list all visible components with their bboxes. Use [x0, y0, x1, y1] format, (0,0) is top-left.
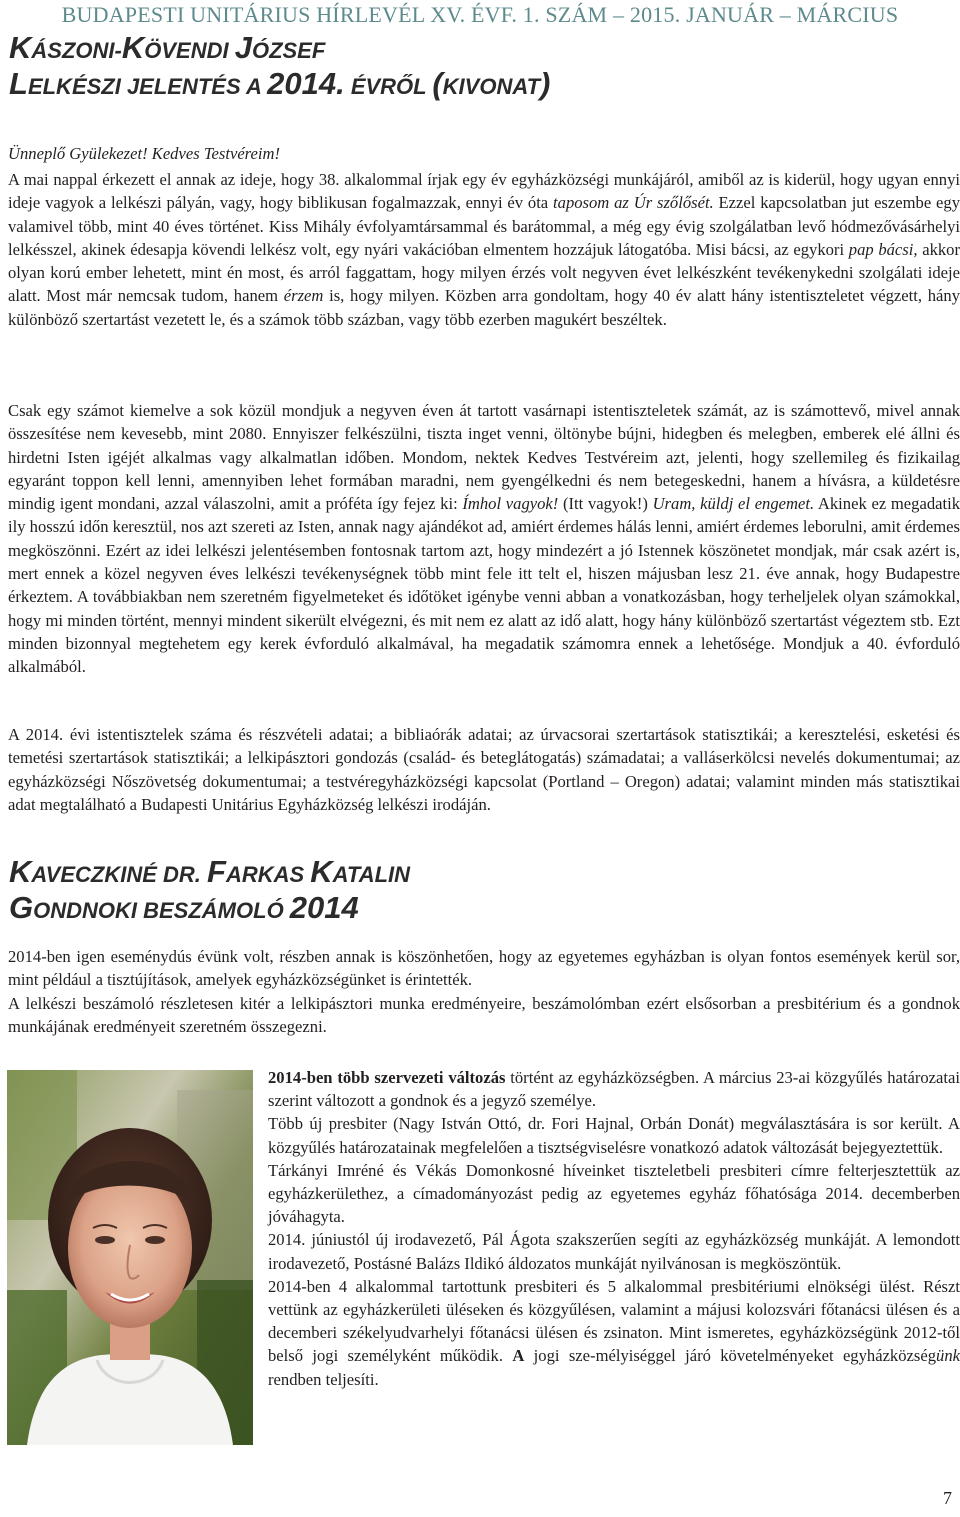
text-run: 2014-ben 4 alkalommal tartottunk presbiteri és 5 alkalommal presbitériumi elnökségi ülést. Részt vettünk az egyházkerületi üléseken és közgyűlésen, valamint a májusi kolozsvári főtanácsi ülésen és a decemberi székelyudvarhelyi főtanácsi ülésen és zsinaton. Mint ismeretes, egyházközségünk 2012-től belső jogi személyként működik. — [268, 1276, 960, 1366]
portrait-photo — [7, 1070, 253, 1445]
article-2-title: GONDNOKI BESZÁMOLÓ 2014 — [9, 890, 359, 925]
text-run: is, hogy milyen. Közben arra gondoltam, hogy 40 év alatt hány istentiszteletet végzett, hány különböző szertartást vezetett le, és a számok több százban, vagy több ezerben magukért beszéltek. — [8, 286, 960, 329]
text-run: jogi sze-mélyiséggel járó követelményeket egyházközség — [524, 1346, 937, 1366]
article-1-heading — [9, 31, 550, 103]
page-number: 7 — [943, 1488, 952, 1508]
text-run: A mai nappal érkezett el annak az ideje, hogy 38. alkalommal írjak egy év egyházközségi munkájáról, amiből az is kiderül, hogy ugyan ennyi ideje vagyok a lelkészi pályán, vagy, hogy biblikusan fogalmazzak, ennyi év óta — [8, 170, 960, 213]
article-2-heading — [9, 855, 410, 927]
article-1-paragraph-1 — [8, 168, 960, 331]
running-header: BUDAPESTI UNITÁRIUS HÍRLEVÉL XV. ÉVF. 1. SZÁM – 2015. JANUÁR – MÁRCIUS — [61, 2, 899, 27]
bold-run: A — [512, 1346, 525, 1366]
greeting: Ünneplő Gyülekezet! Kedves Testvéreim! — [8, 144, 281, 163]
text-run: 2014. júniustól új irodavezető, Pál Ágota szakszerűen segíti az egyházközség munkáját. A lemondott irodavezető, Postásné Balázs Ildikó áldozatos munkáját nyilvánosan is megköszöntük. — [268, 1230, 960, 1273]
article-1-paragraph-2 — [8, 399, 960, 679]
article-1-author: KÁSZONI-KÖVENDI JÓZSEF — [9, 30, 326, 65]
text-run: történt az egyházközségben. A március 23-ai közgyűlés határozatai szerint változott a gondnok és a jegyző személye. — [268, 1068, 960, 1111]
text-run: rendben teljesíti. — [268, 1369, 379, 1389]
text-run: A 2014. évi istentisztelek száma és részvételi adatai; a bibliaórák adatai; az úrvacsorai szertartások statisztikái; a keresztelési, esketési és temetési szertartások statisztikái; a lelkipásztori gondozás (család- és beteglátogatás) számadatai; a valláserkölcsi nevelés dokumentumai; az egyházközségi Nőszövetség dokumentumai; a testvéregyházközségi kapcsolat (Portland – Oregon) adatai; valamint minden más statisztikai adat megtalálható a Budapesti Unitárius Egyházközség lelkészi irodáján. — [8, 725, 960, 814]
article-1-title: LELKÉSZI JELENTÉS A 2014. ÉVRŐL (KIVONAT) — [9, 66, 551, 101]
italic-run: ünk — [936, 1346, 960, 1366]
text-run: 2014-ben igen eseménydús évünk volt, részben annak is köszönhetően, hogy az egyetemes egyházban is olyan fontos események kerül sor, mint például a tisztújítások, amelyek egyházközségünket is érintették. — [8, 947, 960, 990]
text-run: akkor olyan korú ember lehetett, mint én most, és arról faggattam, hogy milyen érzés volt negyven évet lelkészként tevékenykedni szolgálati ideje alatt. Most már nemcsak tudom, hanem — [8, 239, 960, 306]
text-run: Ezzel kapcsolatban jut eszembe egy valamivel több, mint 40 éves történet. Kiss Mihály évfolyamtársammal és barátommal, a még egy évig szolgálatban levő hódmezővásárhelyi lelkésszel, akinek édesapja kövendi lelkész volt, egy nyári vakációban elmentem hozzájuk látogatóba. Misi bácsi, az egykori — [8, 193, 960, 259]
text-run: Csak egy számot kiemelve a sok közül mondjuk a negyven éven át tartott vasárnapi istentiszteletek számát, az is számottevő, mivel annak összesítése nem kevesebb, mint 2080. Ennyiszer felkészülni, tiszta inget venni, öltönybe bújni, hidegben és melegben, emberek elé állni és hirdetni Isten igéjét alkalmas vagy alkalmatlan időben. Mondom, nektek Kedves Testvéreim azt, jelenti, hogy szellemileg és fizikailag egyaránt toppon kell lenni, amennyiben lehet formában maradni, nem gyengélkedni és nem betegeskedni, hanem a hívásra, a küldetésre mindig igent mondani, azzal válaszolni, amit a próféta így fejez ki: — [8, 401, 960, 514]
italic-run: Uram, küldj el engemet. — [652, 494, 815, 514]
italic-run: érzem — [283, 286, 324, 306]
text-run: Akinek ez megadatik ily hosszú időn keresztül, nos azt szereti az Isten, annak nagy ajándékot ad, amiért érdemes hálás lenni, amiért érdemes leborulni, amit érdemes megköszönni. Ezért az idei lelkészi jelentésemben fontosnak tartom azt, hogy mindezért a jó Istennek köszönetet mondjak, már csak azért is, mert ennek a közel negyven éves lelkészi tevékenységnek több mint fele itt telt el, hiszen májusban lesz 21. éve annak, hogy Budapestre érkeztem. A továbbiakban nem szeretném figyelmeteket és időtöket igénybe venni abban a vonatkozásban, hogy terheljelek olyan számokkal, hogy mi minden történt, mennyi mindent sikerült elvégezni, és mit nem ez alatt az idő alatt, hogy hány különböző szertartást végeztem stb. Ezt minden bizonnyal megtehetem egy kerek évforduló alkalmával, ha megadatik számomra ennek a lehetősége. Mondjuk a 40. évforduló alkalmából. — [8, 494, 960, 677]
italic-run: taposom az Úr szőlősét. — [553, 193, 714, 213]
text-run: A lelkészi beszámoló részletesen kitér a lelkipásztori munka eredményeire, beszámolómban ezért elsősorban a presbitérium és a gondnok munkájának eredményeit szeretném összegezni. — [8, 993, 960, 1036]
article-1-paragraph-3 — [8, 723, 960, 816]
bold-run: 2014-ben több szervezeti változás — [268, 1068, 506, 1087]
article-2-right-column — [268, 1066, 960, 1391]
text-run: Több új presbiter (Nagy István Ottó, dr. Fori Hajnal, Orbán Donát) megválasztására is sor került. A közgyűlés határozatainak megfelelően a tisztségviselésre vonatkozó adatok változását bejegyeztettük. — [268, 1114, 960, 1157]
text-run: (Itt vagyok!) — [558, 494, 653, 514]
text-run: Tárkányi Imréné és Vékás Domonkosné híveinket tiszteletbeli presbiteri címre felterjesztettük az egyházkerülethez, a címadományozást pedig az egyetemes egyház főhatósága 2014. decemberben jóváhagyta. — [268, 1160, 960, 1227]
italic-run: pap bácsi, — [848, 239, 918, 259]
italic-run: Ímhol vagyok! — [462, 494, 559, 514]
article-2-intro — [8, 945, 960, 1038]
article-2-author: KAVECZKINÉ DR. FARKAS KATALIN — [9, 854, 411, 889]
